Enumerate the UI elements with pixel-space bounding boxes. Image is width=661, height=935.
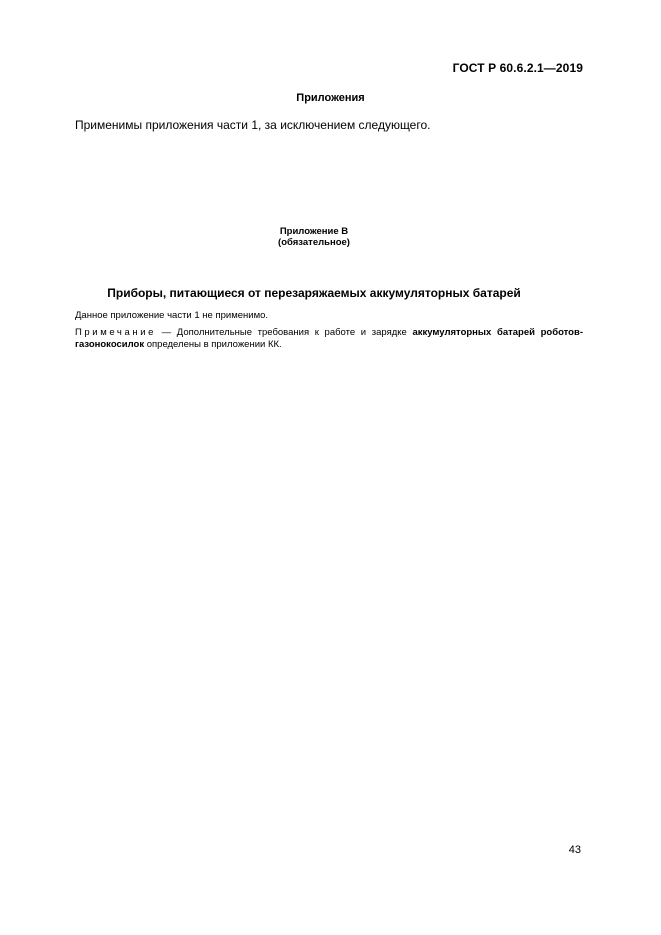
annex-status: (обязательное) xyxy=(278,237,350,248)
standard-code-header: ГОСТ Р 60.6.2.1—2019 xyxy=(452,61,583,75)
annex-title: Приборы, питающиеся от перезаряжаемых аккумуляторных батарей xyxy=(107,286,521,300)
note-text-after: определены в приложении КК. xyxy=(144,339,282,350)
note-bold-text: аккумуляторных батарей роботов-газонокосилок xyxy=(75,327,583,350)
annex-heading xyxy=(0,226,628,248)
annex-note xyxy=(75,327,583,351)
note-dash: — xyxy=(156,327,177,338)
appendices-section-title: Приложения xyxy=(296,92,365,104)
note-label: Примечание xyxy=(75,327,156,338)
annex-body-paragraph: Данное приложение части 1 не применимо. xyxy=(75,310,269,321)
note-text-before: Дополнительные требования к работе и зарядке xyxy=(176,327,413,338)
page-number: 43 xyxy=(568,844,581,856)
appendices-intro-paragraph: Применимы приложения части 1, за исключением следующего. xyxy=(75,118,431,132)
annex-label: Приложение В xyxy=(279,226,349,237)
